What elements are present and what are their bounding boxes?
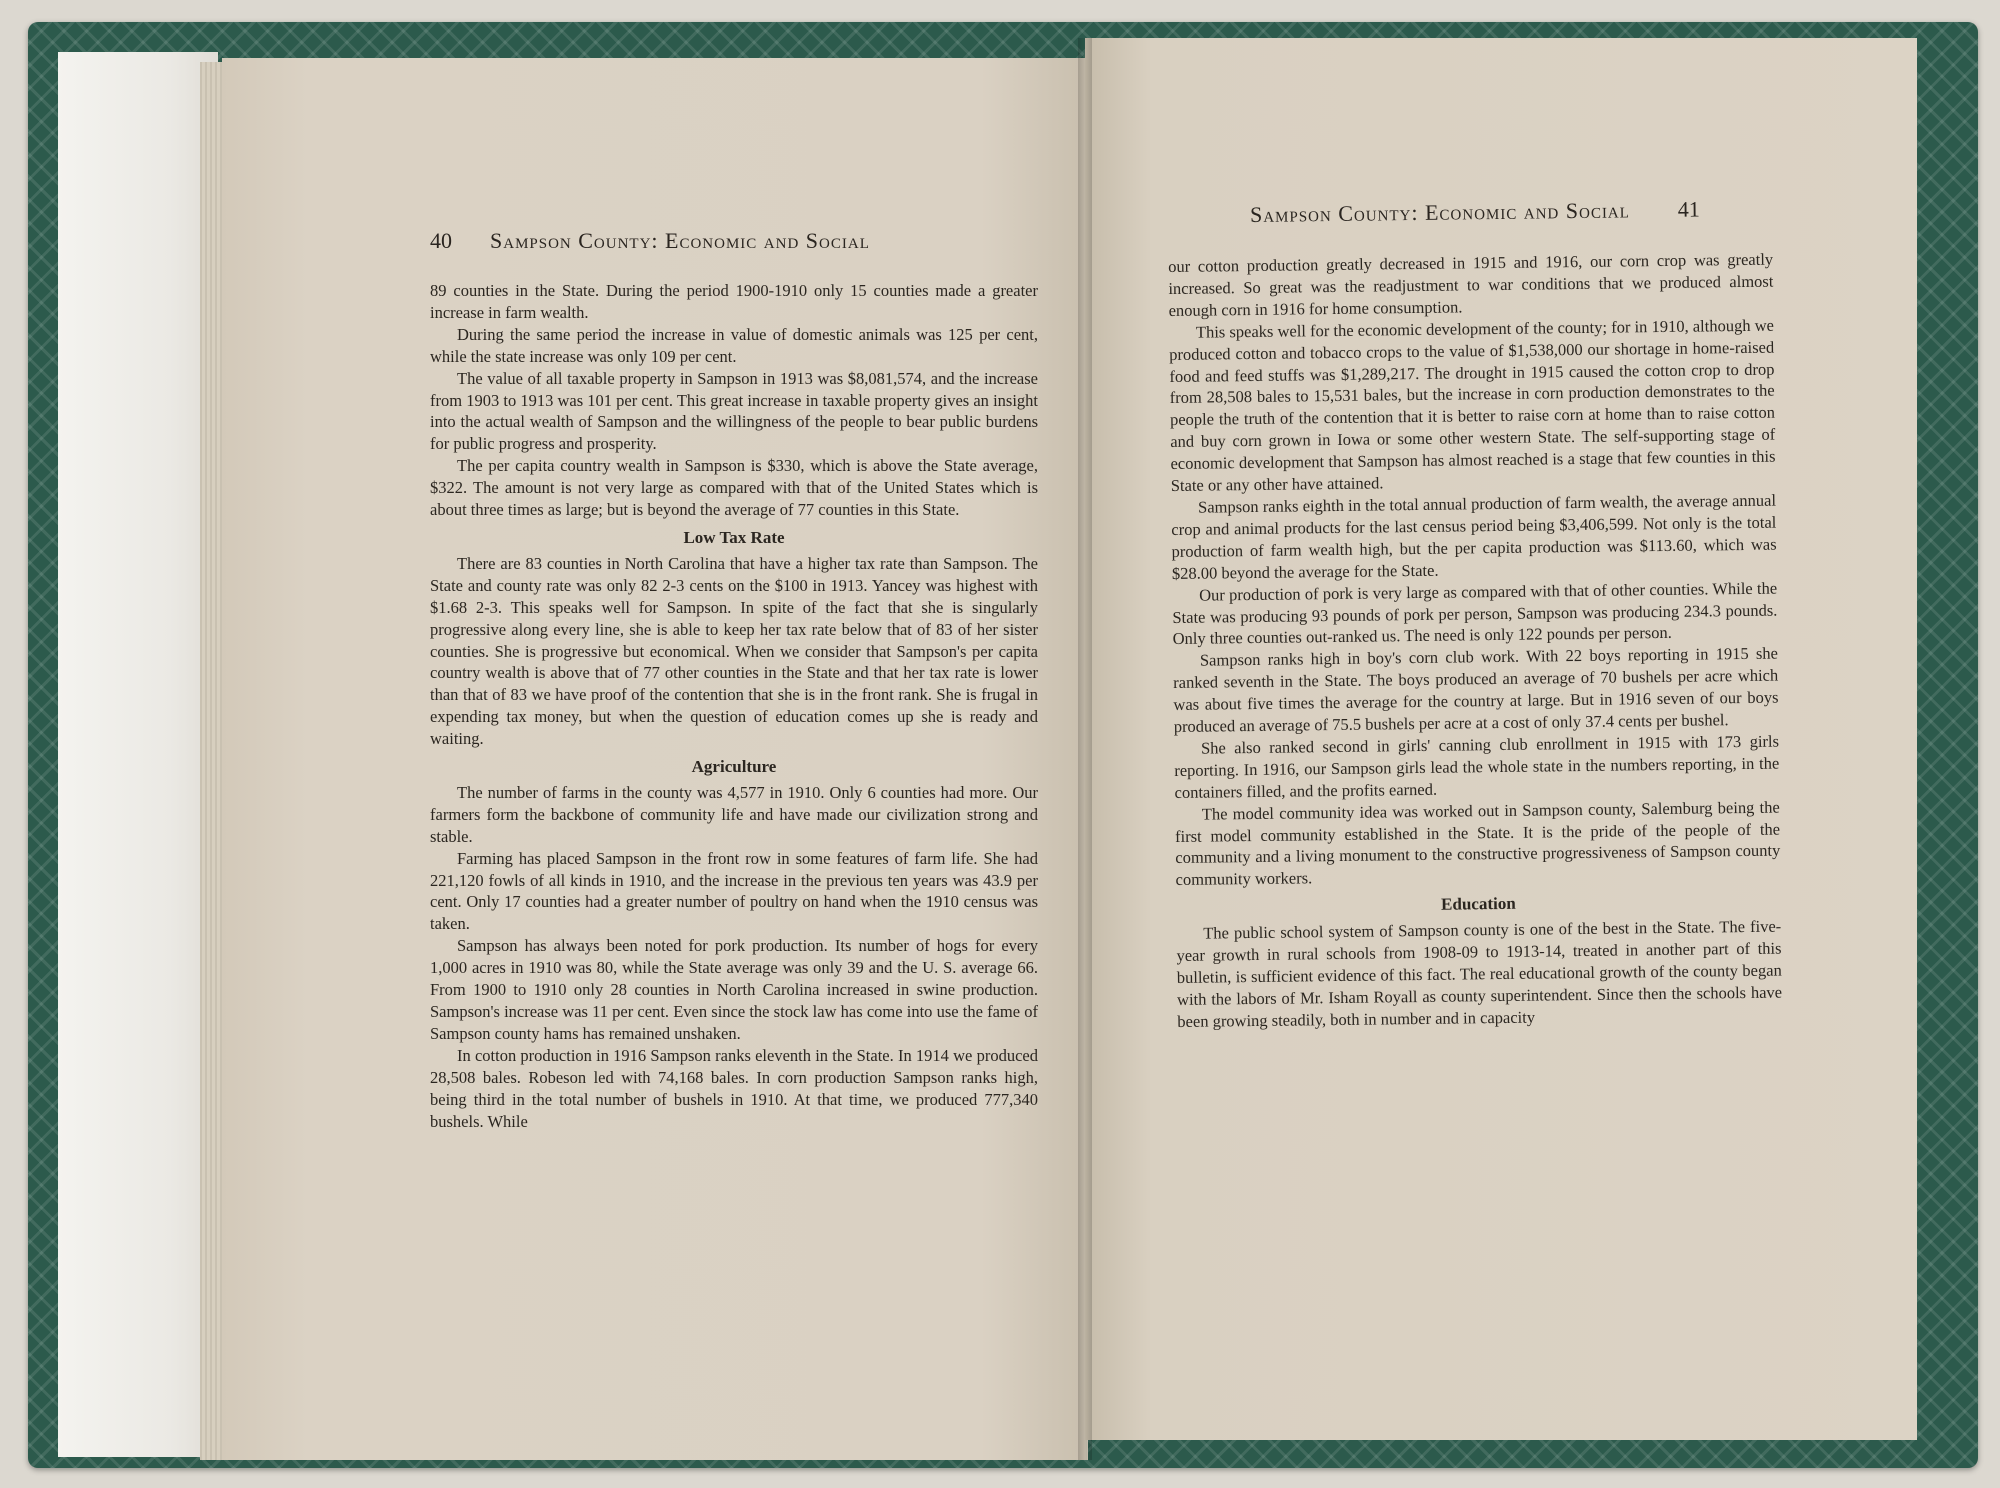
right-running-title: Sampson County: Economic and Social [1249, 197, 1630, 227]
paragraph: Sampson ranks eighth in the total annual production of farm wealth, the average annual crop and animal products for the last census period being $3,406,599. Not only is the total production of farm wealth high, but the per capita production was $113.60, which was $28.00 beyond the average for the State. [1171, 490, 1777, 583]
paragraph: Sampson ranks high in boy's corn club work. With 22 boys reporting in 1915 she ranked seventh in the State. The boys produced an average of 70 bushels per acre which was about five times the average for the country at large. But in 1916 seven of our boys produced an average of 75.5 bushels per acre at a cost of only 37.4 cents per bushel. [1173, 643, 1779, 736]
paragraph: She also ranked second in girls' canning club enrollment in 1915 with 173 girls reporting. In 1916, our Sampson girls lead the whole state in the numbers reporting, in the containers filled, and the profits earned. [1174, 731, 1780, 802]
paragraph: 89 counties in the State. During the period 1900-1910 only 15 counties made a greater increase in farm wealth. [430, 281, 1038, 322]
paragraph: Farming has placed Sampson in the front row in some features of farm life. She had 221,120 fowls of all kinds in 1910, and the increase in the previous ten years was 43.9 per cent. Only 17 counties had a greater number of poultry on hand when the 1910 census was taken. [430, 848, 1038, 934]
paragraph: The value of all taxable property in Sampson in 1913 was $8,081,574, and the increase from 1903 to 1913 was 101 per cent. This great increase in taxable property gives an insight into the actual wealth of Sampson and the willingness of the people to bear public burdens for public progress and prosperity. [430, 368, 1038, 454]
section-heading: Agriculture [691, 757, 777, 777]
book-gutter [1078, 38, 1092, 1460]
paragraph: Sampson has always been noted for pork production. Its number of hogs for every 1,000 acres in 1910 was 80, while the State average was only 39 and the U. S. average 66. From 1900 to 1910 only 28 counties in North Carolina increased in swine production. Sampson's increase was 11 per cent. Even since the stock law has come into use the fame of Sampson county hams has remained unshaken. [430, 936, 1038, 1043]
right-running-head [1250, 197, 1700, 228]
paragraph: There are 83 counties in North Carolina that have a higher tax rate than Sampson. The State and county rate was only 82 2-3 cents on the $100 in 1913. Yancey was highest with $1.68 2-3. This speaks well for Sampson. In spite of the fact that she is singularly progressive along every line, she is able to keep her tax rate below that of 83 of her sister counties. She is progressive but economical. When we consider that Sampson's per capita country wealth is above that of 77 other counties in the State and that her tax rate is lower than that of 83 we have proof of the contention that she is in the front rank. She is frugal in expending tax money, but when the question of education comes up she is ready and waiting. [430, 553, 1038, 749]
section-heading: Education [1440, 894, 1516, 914]
paragraph: In cotton production in 1916 Sampson ranks eleventh in the State. In 1914 we produced 28,508 bales. Robeson led with 74,168 bales. In corn production Sampson ranks high, being third in the total number of bushels in 1910. At that time, we produced 777,340 bushels. While [430, 1045, 1038, 1131]
paragraph: The number of farms in the county was 4,577 in 1910. Only 6 counties had more. Our farmers form the backbone of community life and have made our civilization strong and stable. [430, 782, 1038, 846]
left-running-title: Sampson County: Economic and Social [490, 228, 870, 253]
right-page-number: 41 [1677, 196, 1700, 222]
paragraph: The public school system of Sampson county is one of the best in the State. The five-year growth in rural schools from 1908-09 to 1913-14, treated in another part of this bulletin, is sufficient evidence of this fact. The real educational growth of the county began with the labors of Mr. Isham Royall as county superintendent. Since then the schools have been growing steadily, both in number and in capacity [1176, 916, 1783, 1031]
paragraph: The model community idea was worked out in Sampson county, Salemburg being the first model community established in the State. It is the pride of the people of the community and a living monument to the constructive progressiveness of Sampson county community workers. [1174, 797, 1781, 890]
paragraph: During the same period the increase in value of domestic animals was 125 per cent, while the state increase was only 109 per cent. [430, 324, 1038, 366]
paragraph: Our production of pork is very large as compared with that of other counties. While the State was producing 93 pounds of pork per person, Sampson was producing 234.3 pounds. Only three counties out-ranked us. The need is only 122 pounds per person. [1172, 578, 1778, 649]
left-page-body [430, 280, 1038, 1132]
flyleaf [58, 52, 218, 1457]
left-running-head [430, 228, 870, 254]
paragraph: our cotton production greatly decreased in 1915 and 1916, our corn crop was greatly increased. So great was the readjustment to war conditions that we produced almost enough corn in 1916 for home consumption. [1168, 249, 1774, 320]
section-heading: Low Tax Rate [683, 527, 785, 547]
paragraph: This speaks well for the economic development of the county; for in 1910, although we produced cotton and tobacco crops to the value of $1,538,000 our shortage in home-raised food and feed stuffs was $1,289,217. The drought in 1915 caused the cotton crop to drop from 28,508 bales to 15,531 bales, but the increase in corn production demonstrates to the people the truth of the contention that it is better to raise corn at home than to raise cotton and buy corn grown in Iowa or some other western State. The self-supporting stage of economic development that Sampson has almost reached is a stage that few counties in this State or any other have attained. [1169, 315, 1776, 496]
right-page-body [1168, 249, 1782, 1033]
left-page-number: 40 [430, 228, 452, 253]
paragraph: The per capita country wealth in Sampson is $330, which is above the State average, $322. The amount is not very large as compared with that of the United States which is about three times as large; but is beyond the average of 77 counties in this State. [430, 456, 1038, 520]
